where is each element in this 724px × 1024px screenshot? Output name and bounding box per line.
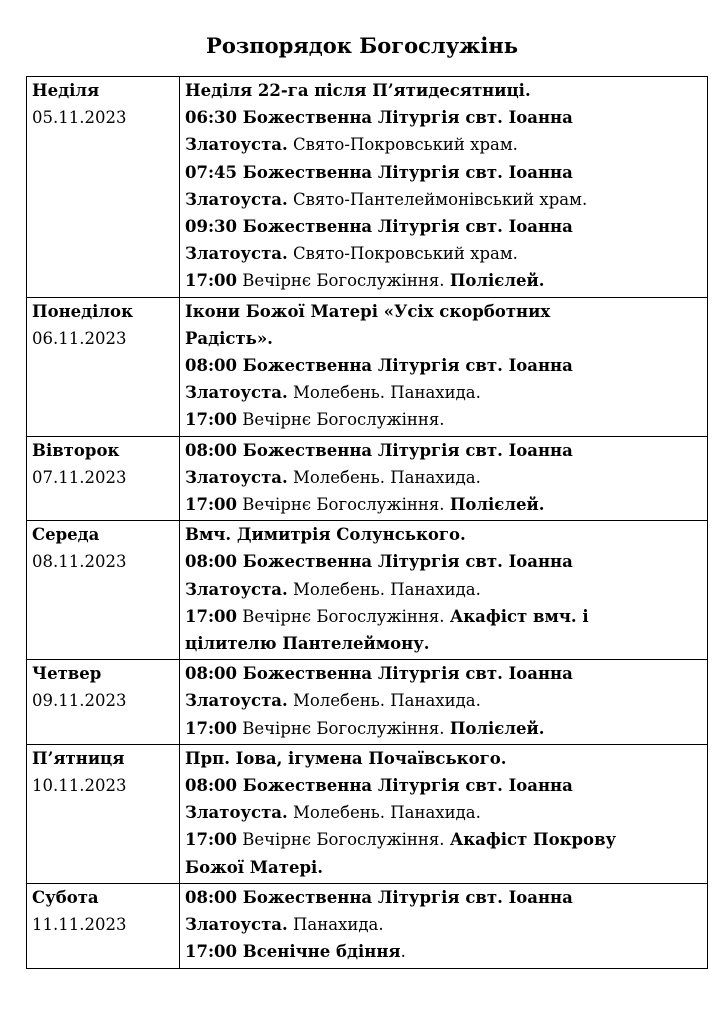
day-cell bbox=[27, 744, 180, 883]
services-cell bbox=[180, 521, 708, 660]
service-line bbox=[185, 548, 703, 575]
day-cell bbox=[27, 436, 180, 521]
service-text-bold: Златоуста. bbox=[185, 189, 288, 209]
services-cell bbox=[180, 744, 708, 883]
service-line bbox=[185, 77, 703, 104]
service-text-bold: 07:45 Божественна Літургія свт. Іоанна bbox=[185, 162, 573, 182]
day-cell bbox=[27, 297, 180, 436]
service-text-bold: Акафіст вмч. і bbox=[449, 606, 589, 626]
service-text-bold: цілителю Пантелеймону. bbox=[185, 634, 430, 654]
service-text: Молебень. Панахида. bbox=[287, 691, 481, 711]
service-line bbox=[185, 630, 703, 657]
service-text-bold: 08:00 Божественна Літургія свт. Іоанна bbox=[185, 887, 573, 907]
service-text-bold: 09:30 Божественна Літургія свт. Іоанна bbox=[185, 217, 573, 237]
schedule-row bbox=[27, 521, 708, 660]
service-text-bold: Златоуста. bbox=[185, 803, 288, 823]
service-line bbox=[185, 213, 703, 240]
day-date: 09.11.2023 bbox=[32, 691, 127, 711]
service-text-bold: Златоуста. bbox=[185, 691, 288, 711]
service-text-bold: Полієлей. bbox=[449, 271, 545, 291]
service-line bbox=[185, 131, 703, 158]
service-line bbox=[185, 352, 703, 379]
day-date: 11.11.2023 bbox=[32, 915, 127, 935]
service-text: Вечірнє Богослужіння. bbox=[237, 410, 445, 430]
service-text: Молебень. Панахида. bbox=[287, 803, 481, 823]
service-text-bold: 08:00 Божественна Літургія свт. Іоанна bbox=[185, 664, 573, 684]
service-text-bold: 08:00 Божественна Літургія свт. Іоанна bbox=[185, 440, 573, 460]
page-title: Розпорядок Богослужінь bbox=[206, 33, 518, 58]
day-name: Понеділок bbox=[32, 301, 133, 321]
day-date: 07.11.2023 bbox=[32, 467, 127, 487]
services-cell bbox=[180, 297, 708, 436]
service-text-bold: 06:30 Божественна Літургія свт. Іоанна bbox=[185, 108, 573, 128]
schedule-body bbox=[27, 77, 708, 969]
service-text: Вечірнє Богослужіння. bbox=[237, 271, 450, 291]
schedule-row bbox=[27, 436, 708, 521]
service-text-bold: Ікони Божої Матері «Усіх скорботних bbox=[185, 301, 551, 321]
day-name: Субота bbox=[32, 887, 99, 907]
day-date: 08.11.2023 bbox=[32, 552, 127, 572]
schedule-row bbox=[27, 660, 708, 745]
service-text-bold: Прп. Іова, ігумена Почаївського. bbox=[185, 748, 507, 768]
service-line bbox=[185, 325, 703, 352]
service-line bbox=[185, 799, 703, 826]
services-cell bbox=[180, 660, 708, 745]
schedule-row bbox=[27, 297, 708, 436]
day-name: Середа bbox=[32, 525, 100, 545]
service-text-bold: Златоуста. bbox=[185, 915, 288, 935]
services-cell bbox=[180, 883, 708, 968]
service-line bbox=[185, 159, 703, 186]
service-line bbox=[185, 884, 703, 911]
schedule-table bbox=[26, 76, 708, 969]
service-line bbox=[185, 687, 703, 714]
service-text-bold: Полієлей. bbox=[449, 495, 545, 515]
day-cell bbox=[27, 77, 180, 298]
service-text: Свято-Покровський храм. bbox=[287, 135, 518, 155]
service-text-bold: Златоуста. bbox=[185, 383, 288, 403]
service-text: Молебень. Панахида. bbox=[287, 579, 481, 599]
day-cell bbox=[27, 660, 180, 745]
service-line bbox=[185, 267, 703, 294]
day-name: Неділя bbox=[32, 81, 100, 100]
service-text-bold: 17:00 bbox=[185, 718, 238, 738]
service-line bbox=[185, 406, 703, 433]
service-text: Вечірнє Богослужіння. bbox=[237, 718, 450, 738]
service-text: Вечірнє Богослужіння. bbox=[237, 495, 450, 515]
day-cell bbox=[27, 883, 180, 968]
service-text-bold: Акафіст Покрову bbox=[449, 830, 617, 850]
day-date: 05.11.2023 bbox=[32, 108, 127, 128]
schedule-row bbox=[27, 77, 708, 298]
service-text-bold: 17:00 bbox=[185, 410, 238, 430]
service-text-bold: Радість». bbox=[185, 328, 273, 348]
service-text-bold: 08:00 Божественна Літургія свт. Іоанна bbox=[185, 776, 573, 796]
service-text-bold: Вмч. Димитрія Солунського. bbox=[185, 525, 466, 545]
service-text-bold: Златоуста. bbox=[185, 579, 288, 599]
service-line bbox=[185, 854, 703, 881]
service-text: Вечірнє Богослужіння. bbox=[237, 606, 450, 626]
service-line bbox=[185, 186, 703, 213]
service-text-bold: 08:00 Божественна Літургія свт. Іоанна bbox=[185, 356, 573, 376]
service-text: Свято-Покровський храм. bbox=[287, 244, 518, 264]
service-line bbox=[185, 104, 703, 131]
service-text-bold: 17:00 bbox=[185, 271, 238, 291]
service-text: . bbox=[400, 942, 406, 962]
service-line bbox=[185, 715, 703, 742]
service-line bbox=[185, 938, 703, 965]
service-text-bold: 17:00 Всенічне бдіння bbox=[185, 942, 401, 962]
service-line bbox=[185, 437, 703, 464]
day-date: 10.11.2023 bbox=[32, 776, 127, 796]
service-text-bold: 08:00 Божественна Літургія свт. Іоанна bbox=[185, 552, 573, 572]
service-line bbox=[185, 298, 703, 325]
service-line bbox=[185, 576, 703, 603]
service-text: Панахида. bbox=[287, 915, 384, 935]
service-text-bold: Златоуста. bbox=[185, 135, 288, 155]
service-text-bold: Божої Матері. bbox=[185, 857, 324, 877]
service-line bbox=[185, 521, 703, 548]
day-cell bbox=[27, 521, 180, 660]
service-line bbox=[185, 603, 703, 630]
service-line bbox=[185, 772, 703, 799]
schedule-row bbox=[27, 883, 708, 968]
service-line bbox=[185, 464, 703, 491]
service-text-bold: Златоуста. bbox=[185, 244, 288, 264]
service-text: Молебень. Панахида. bbox=[287, 383, 481, 403]
service-text-bold: 17:00 bbox=[185, 495, 238, 515]
service-line bbox=[185, 491, 703, 518]
service-text-bold: 17:00 bbox=[185, 830, 238, 850]
day-name: Вівторок bbox=[32, 440, 120, 460]
service-line bbox=[185, 745, 703, 772]
service-line bbox=[185, 911, 703, 938]
service-text-bold: Златоуста. bbox=[185, 467, 288, 487]
service-text-bold: Полієлей. bbox=[449, 718, 545, 738]
day-name: Четвер bbox=[32, 664, 102, 684]
schedule-row bbox=[27, 744, 708, 883]
service-line bbox=[185, 379, 703, 406]
services-cell bbox=[180, 436, 708, 521]
services-cell bbox=[180, 77, 708, 298]
service-text: Вечірнє Богослужіння. bbox=[237, 830, 450, 850]
day-date: 06.11.2023 bbox=[32, 328, 127, 348]
day-name: П’ятниця bbox=[32, 748, 125, 768]
service-line bbox=[185, 826, 703, 853]
service-text-bold: 17:00 bbox=[185, 606, 238, 626]
service-text: Свято-Пантелеймонівський храм. bbox=[287, 189, 588, 209]
service-text-bold: Неділя 22-га після П’ятидесятниці. bbox=[185, 81, 531, 100]
service-line bbox=[185, 240, 703, 267]
service-line bbox=[185, 660, 703, 687]
service-text: Молебень. Панахида. bbox=[287, 467, 481, 487]
